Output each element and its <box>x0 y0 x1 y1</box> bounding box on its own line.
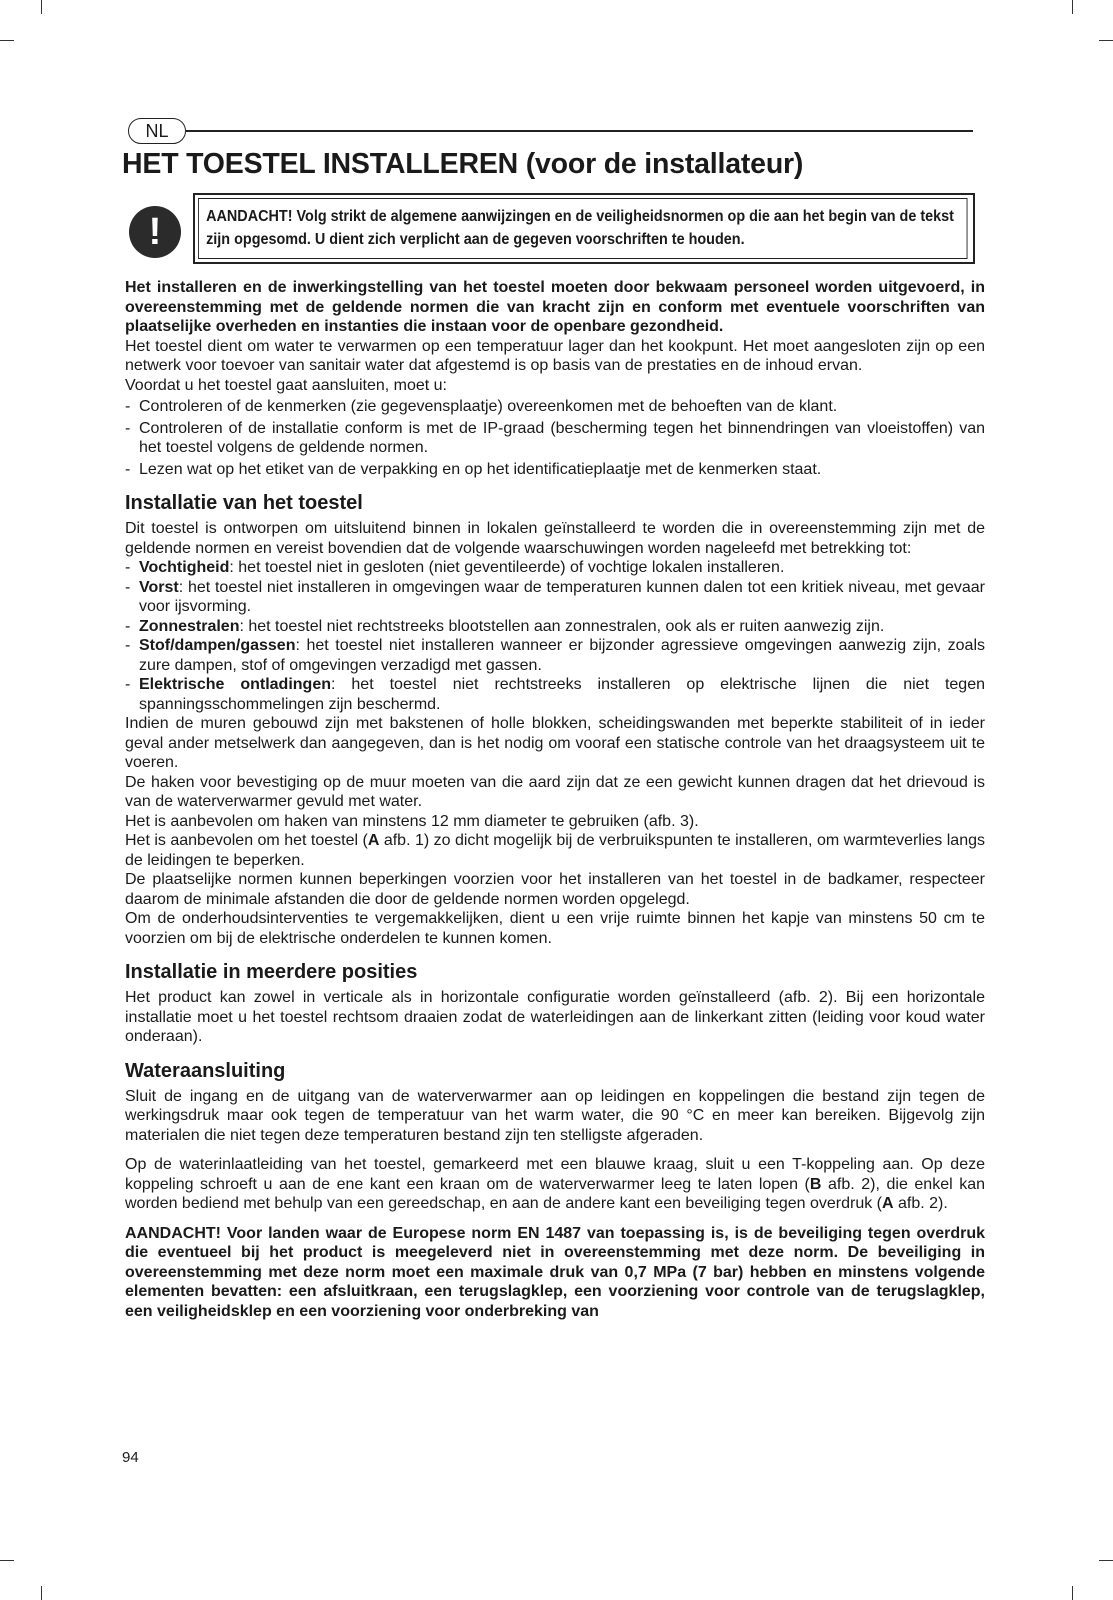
exclamation-icon: ! <box>129 206 181 258</box>
list-item: - Stof/dampen/gassen: het toestel niet installeren wanneer er bijzonder agressieve omgevingen aanwezig zijn, zoals zure dampen, stof of omgevingen verzadigd met gassen. <box>125 637 985 674</box>
paragraph: Indien de muren gebouwd zijn met bakstenen of holle blokken, scheidingswanden met beperkte stabiliteit of in ieder geval ander metselwerk dan aangegeven, dan is het nodig om vooraf een statische controle van het draagsysteem uit te voeren. <box>125 715 985 771</box>
list-item: - Lezen wat op het etiket van de verpakking en op het identificatieplaatje met de kenmerken staat. <box>125 460 822 478</box>
page-title: HET TOESTEL INSTALLEREN (voor de installateur) <box>122 148 804 180</box>
list-item: - Elektrische ontladingen: het toestel niet rechtstreeks installeren op elektrische lijnen die niet tegen spanningsschommelingen zijn beschermd. <box>125 676 985 713</box>
header-rule <box>186 130 973 132</box>
crop-mark <box>41 0 42 14</box>
paragraph: Het is aanbevolen om haken van minstens 12 mm diameter te gebruiken (afb. 3). <box>125 812 699 830</box>
crop-mark <box>0 40 14 41</box>
language-header <box>128 118 973 144</box>
list-item: - Controleren of de kenmerken (zie gegevensplaatje) overeenkomen met de behoeften van de klant. <box>125 398 838 415</box>
paragraph: De plaatselijke normen kunnen beperkingen voorzien voor het installeren van het toestel in de badkamer, respecteer daarom de minimale afstanden die door de geldende normen worden opgelegd. <box>125 871 985 908</box>
warning-text: AANDACHT! Volg strikt de algemene aanwijzingen en de veiligheidsnormen op die aan het begin van de tekst zijn opgesomd. U dient zich verplicht aan de gegeven voorschriften te houden. <box>198 198 968 259</box>
document-body <box>125 278 985 1321</box>
paragraph: De haken voor bevestiging op de muur moeten van die aard zijn dat ze een gewicht kunnen dragen dat het drievoud is van de waterverwarmer gevuld met water. <box>125 773 985 810</box>
list-item: - Controleren of de installatie conform is met de IP-graad (bescherming tegen het binnendringen van vloeistoffen) van het toestel volgens de geldende normen. <box>125 419 985 456</box>
checklist-intro: Voordat u het toestel gaat aansluiten, moet u: <box>125 376 447 394</box>
installatie-intro: Dit toestel is ontworpen om uitsluitend binnen in lokalen geïnstalleerd te worden die in overeenstemming zijn met de geldende normen en vereist bovendien dat de volgende waarschuwingen worden nageleefd met betrekking tot: <box>125 520 985 557</box>
paragraph: Op de waterinlaatleiding van het toestel, gemarkeerd met een blauwe kraag, sluit u een T-koppeling aan. Op deze koppeling schroeft u aan de ene kant een kraan om de waterverwarmer leeg te laten lopen (B afb. 2), die enkel kan worden bediend met behulp van een gereedschap, en aan de andere kant een beveiliging tegen overdruk (A afb. 2). <box>125 1156 986 1212</box>
section-heading-installatie: Installatie van het toestel <box>125 492 363 514</box>
crop-mark <box>41 1586 42 1600</box>
page-number: 94 <box>122 1449 139 1466</box>
crop-mark <box>1072 0 1073 14</box>
list-item: - Zonnestralen: het toestel niet rechtstreeks blootstellen aan zonnestralen, ook als er ruiten aanwezig zijn. <box>125 617 885 635</box>
intro-paragraph: Het toestel dient om water te verwarmen op een temperatuur lager dan het kookpunt. Het moet aangesloten zijn op een netwerk voor toevoer van sanitair water dat afgestemd is op basis van de prestaties en de inhoud ervan. <box>125 337 985 374</box>
section-heading-wateraansluiting: Wateraansluiting <box>125 1059 286 1082</box>
crop-mark <box>0 1560 14 1561</box>
paragraph: Het product kan zowel in verticale als in horizontale configuratie worden geïnstalleerd (afb. 2). Bij een horizontale installatie moet u het toestel rechtsom draaien zodat de waterleidingen aan de linkerkant zitten (leiding voor koud water onderaan). <box>125 989 985 1045</box>
crop-mark <box>1072 1586 1073 1600</box>
paragraph: Sluit de ingang en de uitgang van de waterverwarmer aan op leidingen en koppelingen die bestand zijn tegen de werkingsdruk maar ook tegen de temperatuur van het warm water, die 90 °C en meer kan bereiken. Bijgevolg zijn materialen die niet tegen deze temperaturen bestand zijn ten stelligste afgeraden. <box>125 1087 985 1144</box>
crop-mark <box>1099 40 1113 41</box>
crop-mark <box>1099 1560 1113 1561</box>
checklist <box>125 397 985 479</box>
warning-paragraph: AANDACHT! Voor landen waar de Europese norm EN 1487 van toepassing is, is de beveiliging tegen overdruk die eventueel bij het product is meegeleverd niet in overeenstemming met deze norm. De beveiliging in overeenstemming met deze norm moet een maximale druk van 0,7 MPa (7 bar) hebben en minstens volgende elementen bevatten: een afsluitkraan, een terugslagklep, een voorziening voor controle van de terugslagklep, een veiligheidsklep en een voorziening voor onderbreking van <box>125 1224 985 1320</box>
intro-bold-paragraph: Het installeren en de inwerkingstelling van het toestel moeten door bekwaam personeel worden uitgevoerd, in overeenstemming met de geldende normen die van kracht zijn en conform met eventuele voorschriften van plaatselijke overheden en instanties die instaan voor de openbare gezondheid. <box>125 279 985 335</box>
language-badge: NL <box>128 118 186 144</box>
list-item: - Vorst: het toestel niet installeren in omgevingen waar de temperaturen kunnen dalen tot een kritiek niveau, met gevaar voor ijsvorming. <box>125 578 985 615</box>
section-heading-posities: Installatie in meerdere posities <box>125 961 418 983</box>
warning-box <box>193 193 975 264</box>
paragraph: Om de onderhoudsinterventies te vergemakkelijken, dient u een vrije ruimte binnen het kapje van minstens 50 cm te voorzien om bij de elektrische onderdelen te kunnen komen. <box>125 910 985 947</box>
hazard-list <box>125 558 985 714</box>
list-item: - Vochtigheid: het toestel niet in gesloten (niet geventileerde) of vochtige lokalen installeren. <box>125 559 785 576</box>
paragraph: Het is aanbevolen om het toestel (A afb. 1) zo dicht mogelijk bij de verbruikspunten te installeren, om warmteverlies langs de leidingen te beperken. <box>125 832 985 869</box>
